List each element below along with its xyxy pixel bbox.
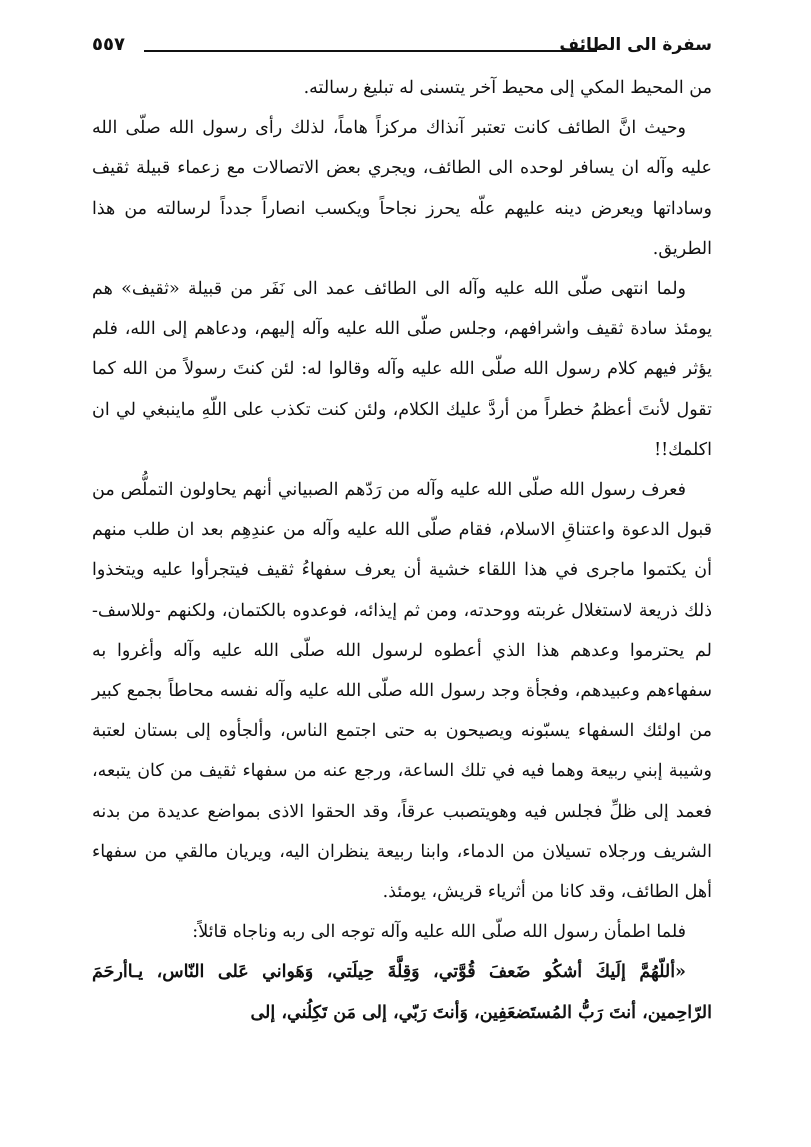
page-body (92, 68, 712, 1033)
running-title: سفرة الى الطائف (559, 35, 712, 55)
paragraph: وحيث انَّ الطائف كانت تعتبر آنذاك مركزاً هاماً، لذلك رأى رسول الله صلّى الله عليه وآله ان يسافر لوحده الى الطائف، ويجري بعض الاتصالات مع زعماء قبيلة ثقيف وساداتها ويعرض دينه عليهم علّه يحرز نجاحاً ويكسب انصاراً جدداً لرسالته من هذا الطريق. (92, 118, 712, 259)
paragraph: فلما اطمأن رسول الله صلّى الله عليه وآله توجه الى ربه وناجاه قائلاً: (192, 922, 686, 943)
page-number: ٥٥٧ (92, 34, 125, 55)
paragraph: فعرف رسول الله صلّى الله عليه وآله من رَدّهم الصبياني أنهم يحاولون التملُّص من قبول الدعوة واعتناقِ الاسلام، فقام صلّى الله عليه وآله من عندِهِم بعد ان طلب منهم أن يكتموا ماجرى في هذا اللقاء خشية أن يعرف سفهاءُ ثقيف فيتجرأوا عليه ويتخذوا ذلك ذريعة لاستغلال غربته ووحدته، ومن ثم إيذائه، فوعدوه بالكتمان، ولكنهم -وللاسف- لم يحترموا وعدهم هذا الذي أعطوه لرسول الله صلّى الله عليه وآله وأغروا به سفهاءهم وعبيدهم، وفجأة وجد رسول الله صلّى الله عليه وآله نفسه محاطاً بجمع كبير من اولئك السفهاء يسبّونه ويصيحون به حتى اجتمع الناس، وألجأوه إلى بستان لعتبة وشيبة إبني ربيعة وهما فيه في تلك الساعة، ورجع عنه من سفهاء ثقيف من كان يتبعه، فعمد إلى ظلِّ فجلس فيه وهويتصبب عرقاً، وقد الحقوا الاذى بمواضع عديدة من بدنه الشريف ورجلاه تسيلان من الدماء، وابنا ربيعة ينظران اليه، ويريان مالقي من سفهاء أهل الطائف، وقد كانا من أثرياء قريش، يومئذ. (92, 480, 712, 903)
paragraph: من المحيط المكي إلى محيط آخر يتسنى له تبليغ رسالته. (303, 78, 712, 98)
prayer-quote: «أللّهُمَّ إلَيكَ أشكُو ضَعفَ قُوَّتي، وَقِلَّةَ حِيلَتي، وَهَواني عَلى النّاس، يـاأرحَمَ الرّاحِمين، أنتَ رَبُّ المُستَضعَفِين، وَأنتَ رَبّي، إلى مَن تَكِلُني، إلى (92, 962, 712, 1023)
running-header (92, 30, 712, 64)
header-rule (144, 50, 597, 52)
paragraph: ولما انتهى صلّى الله عليه وآله الى الطائف عمد الى نَفَر من قبيلة «ثقيف» هم يومئذ سادة ثقيف واشرافهم، وجلس صلّى الله عليه وآله إليهم، ودعاهم إلى الله، فلم يؤثر فيهم كلام رسول الله صلّى الله عليه وآله وقالوا له: لئن كنتَ رسولاً من الله كما تقول لأنتَ أعظمُ خطراً من أردَّ عليك الكلام، ولئن كنت تكذب على اللّهِ ماينبغي لي ان اكلمك!! (92, 279, 712, 460)
